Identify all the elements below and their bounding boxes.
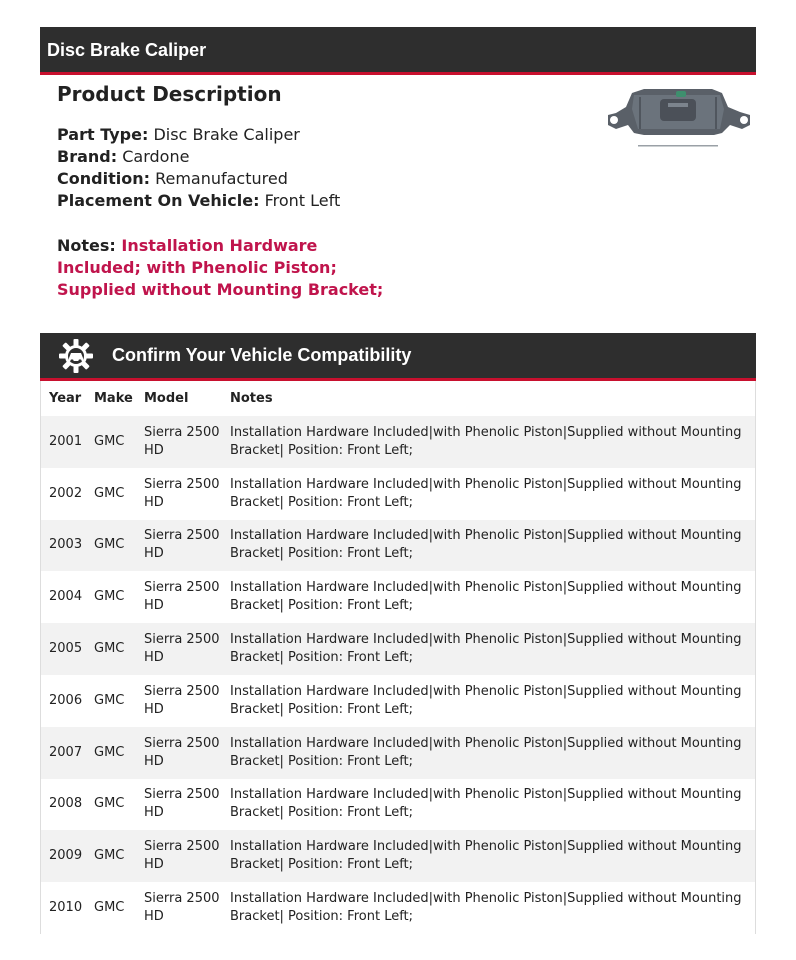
compat-table (41, 381, 755, 934)
cell-model: Sierra 2500 HD (144, 476, 220, 510)
spec-value: Cardone (122, 147, 190, 166)
cell-make: GMC (94, 641, 125, 657)
cell-model: Sierra 2500 HD (144, 839, 220, 873)
cell-year: 2002 (49, 485, 83, 501)
cell-make: GMC (94, 796, 125, 812)
cell-make: GMC (94, 537, 125, 553)
cell-model: Sierra 2500 HD (144, 891, 220, 925)
cell-year: 2008 (49, 796, 83, 812)
table-row (41, 520, 755, 572)
compat-header-bar (40, 333, 756, 381)
spec-value: Front Left (264, 191, 341, 210)
cell-notes: Installation Hardware Included|with Phenolic Piston|Supplied without Mounting Bracket| Position: Front Left; (230, 683, 742, 717)
spec-value: Remanufactured (155, 169, 288, 188)
compat-header-title: Confirm Your Vehicle Compatibility (112, 345, 412, 365)
table-row (41, 830, 755, 882)
product-description (57, 80, 577, 301)
cell-year: 2005 (49, 641, 83, 657)
brake-caliper-photo (604, 85, 752, 151)
cell-year: 2004 (49, 589, 83, 605)
table-row (41, 571, 755, 623)
cell-model: Sierra 2500 HD (144, 683, 220, 717)
cell-notes: Installation Hardware Included|with Phenolic Piston|Supplied without Mounting Bracket| Position: Front Left; (230, 632, 742, 666)
table-row (41, 623, 755, 675)
cell-make: GMC (94, 744, 125, 760)
table-row (41, 727, 755, 779)
table-header-row (41, 381, 755, 416)
compat-table-container (40, 381, 756, 934)
cell-year: 2006 (49, 692, 83, 708)
product-specs (57, 124, 577, 212)
col-header-year: Year (49, 391, 82, 406)
cell-year: 2009 (49, 848, 83, 864)
col-header-model: Model (144, 391, 189, 406)
cell-notes: Installation Hardware Included|with Phenolic Piston|Supplied without Mounting Bracket| Position: Front Left; (230, 528, 742, 562)
col-header-make: Make (94, 391, 133, 406)
gear-car-icon (58, 338, 94, 374)
cell-year: 2001 (49, 433, 83, 449)
cell-model: Sierra 2500 HD (144, 735, 220, 769)
cell-model: Sierra 2500 HD (144, 580, 220, 614)
cell-year: 2003 (49, 537, 83, 553)
cell-notes: Installation Hardware Included|with Phenolic Piston|Supplied without Mounting Bracket| Position: Front Left; (230, 476, 742, 510)
cell-year: 2007 (49, 744, 83, 760)
spec-label: Part Type: (57, 125, 149, 144)
cell-model: Sierra 2500 HD (144, 787, 220, 821)
table-row (41, 779, 755, 831)
product-header-bar (40, 27, 756, 75)
table-row (41, 882, 755, 934)
cell-notes: Installation Hardware Included|with Phenolic Piston|Supplied without Mounting Bracket| Position: Front Left; (230, 424, 742, 458)
cell-notes: Installation Hardware Included|with Phenolic Piston|Supplied without Mounting Bracket| Position: Front Left; (230, 580, 742, 614)
cell-make: GMC (94, 485, 125, 501)
cell-model: Sierra 2500 HD (144, 632, 220, 666)
cell-model: Sierra 2500 HD (144, 528, 220, 562)
spec-condition (57, 168, 577, 190)
cell-make: GMC (94, 433, 125, 449)
product-notes (57, 235, 387, 301)
spec-part-type (57, 124, 577, 146)
spec-placement (57, 190, 577, 212)
table-row (41, 675, 755, 727)
cell-make: GMC (94, 692, 125, 708)
cell-notes: Installation Hardware Included|with Phenolic Piston|Supplied without Mounting Bracket| Position: Front Left; (230, 839, 742, 873)
cell-year: 2010 (49, 900, 83, 916)
cell-make: GMC (94, 589, 125, 605)
product-header-title: Disc Brake Caliper (47, 40, 207, 60)
col-header-notes: Notes (230, 391, 273, 406)
cell-notes: Installation Hardware Included|with Phenolic Piston|Supplied without Mounting Bracket| Position: Front Left; (230, 787, 742, 821)
spec-value: Disc Brake Caliper (153, 125, 300, 144)
spec-label: Condition: (57, 169, 150, 188)
cell-notes: Installation Hardware Included|with Phenolic Piston|Supplied without Mounting Bracket| Position: Front Left; (230, 891, 742, 925)
cell-model: Sierra 2500 HD (144, 424, 220, 458)
product-description-title: Product Description (57, 82, 282, 106)
cell-notes: Installation Hardware Included|with Phenolic Piston|Supplied without Mounting Bracket| Position: Front Left; (230, 735, 742, 769)
spec-brand (57, 146, 577, 168)
notes-label: Notes: (57, 236, 116, 255)
cell-make: GMC (94, 900, 125, 916)
spec-label: Placement On Vehicle: (57, 191, 260, 210)
table-row (41, 416, 755, 468)
cell-make: GMC (94, 848, 125, 864)
table-row (41, 468, 755, 520)
notes-value: Installation Hardware Included; with Phenolic Piston; Supplied without Mounting Bracket; (57, 236, 384, 299)
spec-label: Brand: (57, 147, 118, 166)
